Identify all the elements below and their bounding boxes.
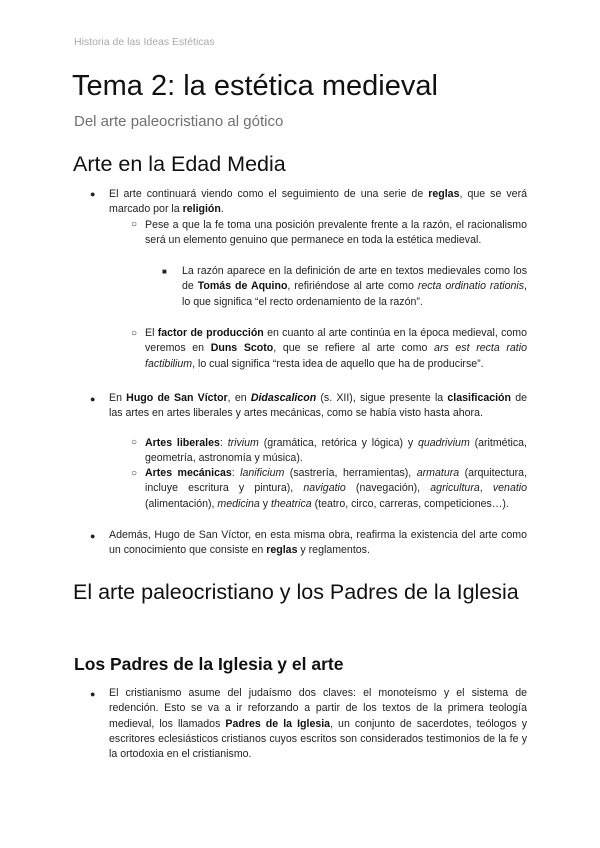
page-subtitle: Del arte paleocristiano al gótico <box>74 113 284 130</box>
list-item-artes-mecanicas: Artes mecánicas: lanificium (sastrería, herramientas), armatura (arquitectura, incluye escritura y pintura), navigatio (navegación), agricultura, venatio (alimentación), medicina y theatrica (teatro, circo, carreras, competiciones…). <box>145 467 528 510</box>
bullet-disc-icon: ● <box>90 189 96 199</box>
list-item-artes-liberales: Artes liberales: trivium (gramática, retórica y lógica) y quadrivium (aritmética, geometría, astronomía y música). <box>145 437 527 465</box>
subsection-heading-padres-iglesia: Los Padres de la Iglesia y el arte <box>74 654 344 674</box>
bullet-circle-icon: ○ <box>131 437 138 448</box>
section-heading-arte-paleocristiano: El arte paleocristiano y los Padres de la Iglesia <box>73 580 519 604</box>
bullet-circle-icon: ○ <box>131 219 138 230</box>
section-heading-edad-media: Arte en la Edad Media <box>73 152 286 176</box>
bullet-disc-icon: ● <box>90 689 96 699</box>
list-item-factor-produccion: El factor de producción en cuanto al arte continúa en la época medieval, como veremos en Duns Scoto, que se refiere al arte como ars est recta ratio factibilium, lo cual significa “resta idea de aquello que ha de producirse”. <box>145 327 527 370</box>
list-item-hugo-san-victor: En Hugo de San Víctor, en Didascalicon (s. XII), sigue presente la clasificación de las artes en artes liberales y artes mecánicas, como se había visto hasta ahora. <box>109 392 527 420</box>
list-item-cristianismo: El cristianismo asume del judaísmo dos claves: el monoteísmo y el sistema de redención. Esto se va a ir reforzando a partir de los textos de la primera teología medieval, los llamados Padres de la Iglesia, un conjunto de sacerdotes, teólogos y escritores eclesiásticos cristianos cuyos escritos son considerados testimonios de la fe y la ortodoxia en el cristianismo. <box>109 687 527 761</box>
bullet-disc-icon: ● <box>90 394 96 404</box>
list-item-tomas-de-aquino: La razón aparece en la definición de arte en textos medievales como los de Tomás de Aquino, refiriéndose al arte como recta ordinatio rationis, lo que significa “el recto ordenamiento de la razón”. <box>182 265 527 308</box>
running-header: Historia de las Ideas Estéticas <box>74 36 215 48</box>
page-title: Tema 2: la estética medieval <box>72 70 438 102</box>
list-item-reglas: El arte continuará viendo como el seguimiento de una serie de reglas, que se verá marcado por la religión. <box>109 188 527 216</box>
list-item-fe-razon: Pese a que la fe toma una posición prevalente frente a la razón, el racionalismo será un elemento genuino que permanece en toda la estética medieval. <box>145 219 527 247</box>
bullet-disc-icon: ● <box>90 531 96 541</box>
bullet-circle-icon: ○ <box>131 328 138 339</box>
bullet-square-icon: ■ <box>162 267 167 276</box>
bullet-circle-icon: ○ <box>131 468 138 479</box>
list-item-conocimiento-reglas: Además, Hugo de San Víctor, en esta misma obra, reafirma la existencia del arte como un conocimiento que consiste en reglas y reglamentos. <box>109 529 527 557</box>
